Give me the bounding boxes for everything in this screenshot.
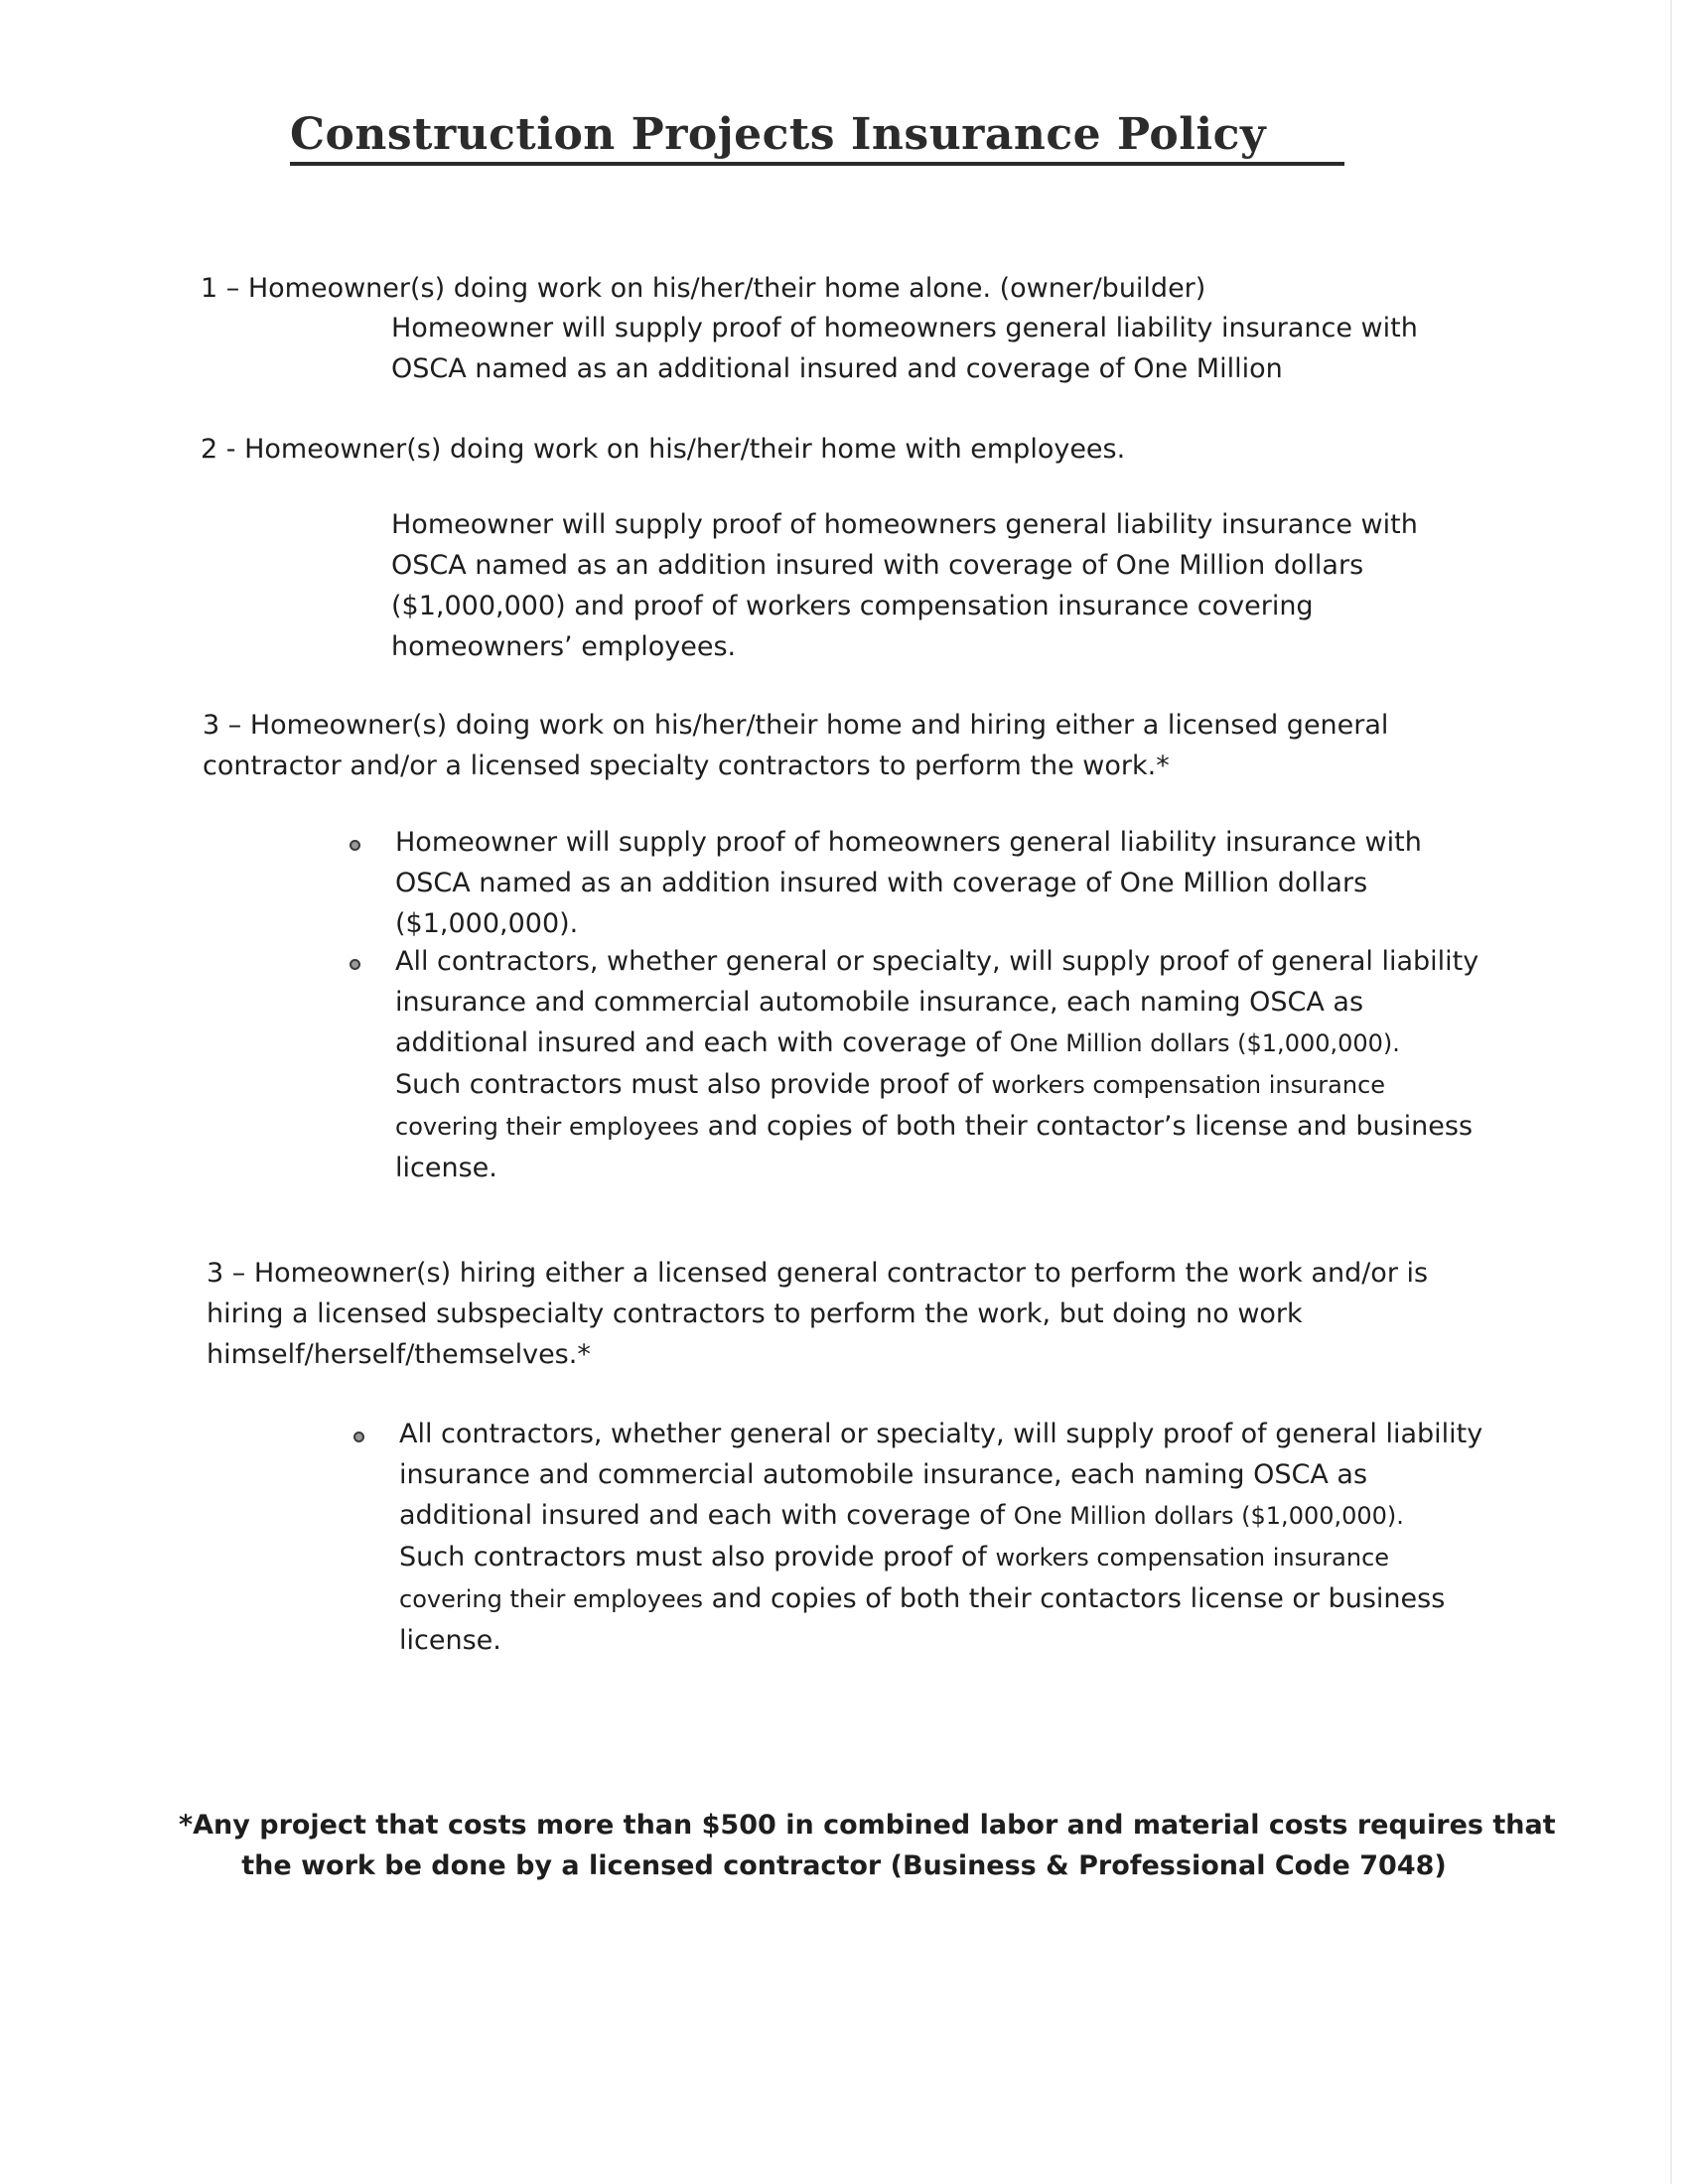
page-title: Construction Projects Insurance Policy: [290, 109, 1267, 160]
title-underline: [290, 162, 1344, 166]
footnote: *Any project that costs more than $500 in combined labor and material costs requires that the work be done by a licensed contractor (Business & Professional Code 7048): [179, 1810, 1556, 1881]
section-2-heading: 2 - Homeowner(s) doing work on his/her/their home with employees.: [201, 434, 1126, 465]
section-3a-heading: 3 – Homeowner(s) doing work on his/her/their home and hiring either a licensed general contractor and/or a licensed specialty contractors to perform the work.*: [203, 710, 1389, 781]
section-1-heading: 1 – Homeowner(s) doing work on his/her/their home alone. (owner/builder): [201, 273, 1206, 304]
bullet-icon: [350, 840, 360, 851]
section-3a-bullet-1: Homeowner will supply proof of homeowners general liability insurance with OSCA named as an addition insured with coverage of One Million dollars ($1,000,000).: [395, 827, 1422, 939]
bullet-icon: [353, 1432, 364, 1442]
section-3b-bullet-1: All contractors, whether general or specialty, will supply proof of general liability insurance and commercial automobile insurance, each naming OSCA as additional insured and each with coverage of One Million dollars ($1,000,000). Such contractors must also provide proof of workers compensation insurance covering their employees and copies of both their contactors license or business license.: [399, 1419, 1483, 1656]
section-2-body: Homeowner will supply proof of homeowners general liability insurance with OSCA named as an addition insured with coverage of One Million dollars ($1,000,000) and proof of workers compensation insurance covering homeowners’ employees.: [391, 509, 1418, 662]
page-edge: [1670, 0, 1672, 2184]
section-3a-bullet-2: All contractors, whether general or specialty, will supply proof of general liability insurance and commercial automobile insurance, each naming OSCA as additional insured and each with coverage of One Million dollars ($1,000,000). Such contractors must also provide proof of workers compensation insurance covering their employees and copies of both their contactor’s license and business license.: [395, 946, 1479, 1183]
bullet-icon: [350, 959, 360, 970]
section-1-body: Homeowner will supply proof of homeowners general liability insurance with OSCA named as an additional insured and coverage of One Million: [391, 313, 1418, 384]
section-3b-heading: 3 – Homeowner(s) hiring either a licensed general contractor to perform the work and/or is hiring a licensed subspecialty contractors to perform the work, but doing no work himself/herself/themselves.*: [207, 1258, 1429, 1370]
